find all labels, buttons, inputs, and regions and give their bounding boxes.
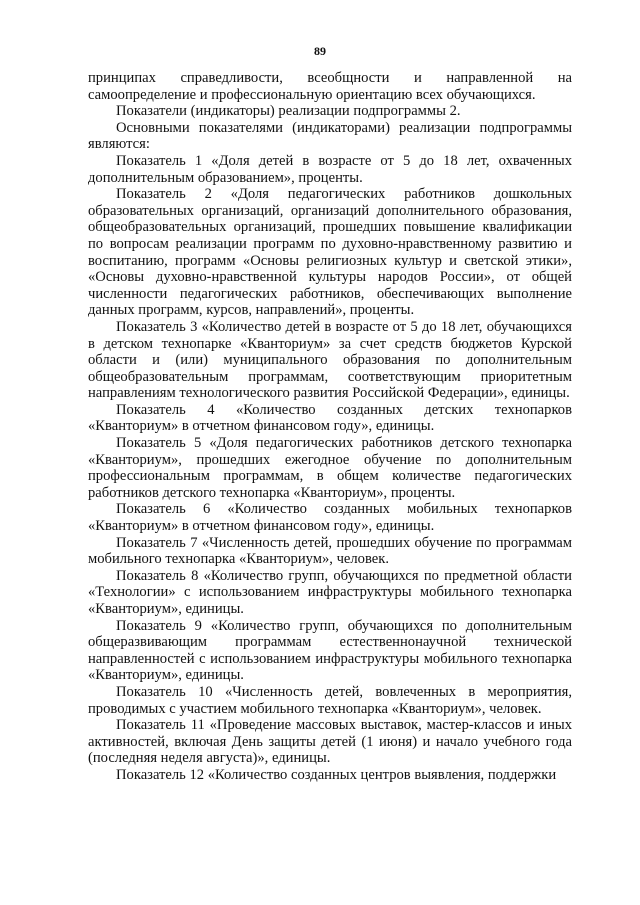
paragraph-indicator-11: Показатель 11 «Проведение массовых выставок, мастер-классов и иных активностей, включая День защиты детей (1 июня) и начало учебного года (последняя неделя августа)», единицы. [88,717,572,767]
document-body [88,70,572,784]
paragraph-indicator-12: Показатель 12 «Количество созданных центров выявления, поддержки [116,766,557,783]
paragraph-indicator-3: Показатель 3 «Количество детей в возрасте от 5 до 18 лет, обучающихся в детском технопарке «Кванториум» за счет средств бюджетов Курской области и (или) муниципального образования по дополнительным общеобразовательным программам, соответствующим приоритетным направлениям технологического развития Российской Федерации», единицы. [88,318,572,402]
paragraph-continuation: принципах справедливости, всеобщности и направленной на самоопределение и профессиональную ориентацию всех обучающихся. [88,70,572,103]
page-number: 89 [314,44,326,58]
paragraph-indicator-4: Показатель 4 «Количество созданных детских технопарков «Кванториум» в отчетном финансовом году», единицы. [88,401,572,435]
paragraph-indicator-6: Показатель 6 «Количество созданных мобильных технопарков «Кванториум» в отчетном финансовом году», единицы. [88,501,572,535]
paragraph-indicator-2: Показатель 2 «Доля педагогических работников дошкольных образовательных организаций, организаций дополнительного образования, общеобразовательных организаций, прошедших повышение квалификации по вопросам реализации программ по духовно-нравственному развитию и воспитанию, программ «Основы религиозных культур и светской этики», «Основы духовно-нравственной культуры народов России», от общей численности педагогических работников, обеспечивающих выполнение данных программ, курсов, направлений», проценты. [88,186,572,319]
paragraph-indicator-10: Показатель 10 «Численность детей, вовлеченных в мероприятия, проводимых с участием мобильного технопарка «Кванториум», человек. [88,683,572,717]
paragraph-indicators-heading: Показатели (индикаторы) реализации подпрограммы 2. [116,103,461,120]
paragraph-indicators-intro: Основными показателями (индикаторами) реализации подпрограммы являются: [88,119,572,153]
paragraph-indicator-9: Показатель 9 «Количество групп, обучающихся по дополнительным общеразвивающим программам естественнонаучной технической направленностей с использованием инфраструктуры мобильного технопарка «Кванториум», единицы. [88,617,572,684]
paragraph-indicator-1: Показатель 1 «Доля детей в возрасте от 5 до 18 лет, охваченных дополнительным образованием», проценты. [88,152,572,186]
paragraph-indicator-5: Показатель 5 «Доля педагогических работников детского технопарка «Кванториум», прошедших ежегодное обучение по дополнительным профессиональным программам, в общем количестве педагогических работников детского технопарка «Кванториум», проценты. [88,435,572,501]
paragraph-indicator-7: Показатель 7 «Численность детей, прошедших обучение по программам мобильного технопарка «Кванториум», человек. [88,534,572,568]
paragraph-indicator-8: Показатель 8 «Количество групп, обучающихся по предметной области «Технологии» с использованием инфраструктуры мобильного технопарка «Кванториум», единицы. [88,567,572,617]
